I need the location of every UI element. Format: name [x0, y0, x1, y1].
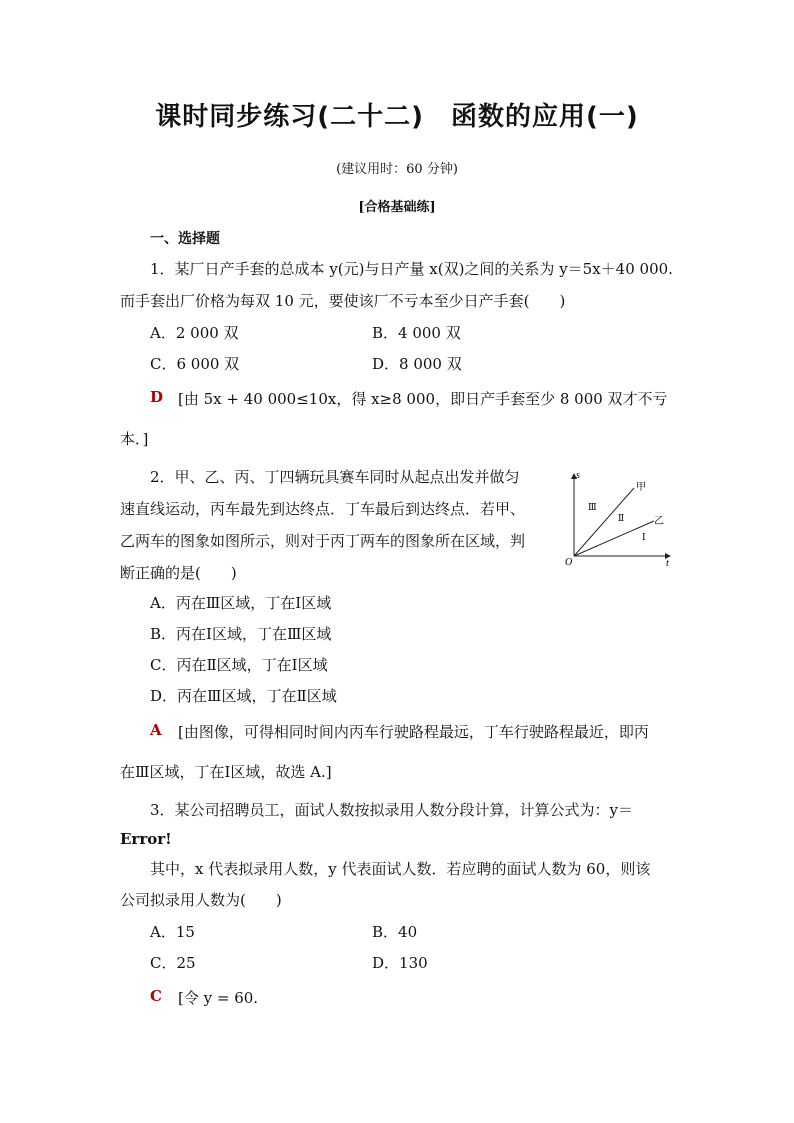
q3-option-a: A．15 — [150, 923, 195, 941]
q2-option-d: D．丙在Ⅲ区域，丁在Ⅱ区域 — [150, 687, 337, 705]
q3-answer-text: [令 y = 60. — [178, 989, 259, 1007]
q1-option-a: A．2 000 双 — [150, 324, 239, 342]
yi-label: 乙 — [654, 516, 664, 527]
page-title: 课时同步练习(二十二) 函数的应用(一) — [155, 102, 639, 132]
t-axis-label: t — [666, 558, 669, 569]
q3-stem-line1: 3．某公司招聘员工，面试人数按拟录用人数分段计算，计算公式为：y＝ — [150, 801, 634, 819]
region-1-label: Ⅰ — [642, 533, 646, 543]
line-jia — [574, 488, 634, 556]
q2-answer-letter: A — [150, 721, 162, 739]
q2-answer-continued: 在Ⅲ区域，丁在Ⅰ区域，故选 A.] — [120, 763, 332, 781]
q2-stem-line3: 乙两车的图象如图所示，则对于丙丁两车的图象所在区域，判 — [120, 532, 526, 550]
q2-motion-graph — [562, 466, 680, 570]
origin-label: O — [565, 557, 573, 568]
q3-option-b: B．40 — [372, 923, 418, 941]
q1-option-d: D．8 000 双 — [372, 355, 462, 373]
q3-answer-letter: C — [150, 987, 162, 1005]
q3-stem-line2: 其中，x 代表拟录用人数，y 代表面试人数．若应聘的面试人数为 60，则该 — [150, 860, 651, 878]
region-2-label: Ⅱ — [618, 514, 625, 524]
q1-answer-letter: D — [150, 388, 164, 406]
region-3-label: Ⅲ — [588, 503, 597, 513]
q1-option-b: B．4 000 双 — [372, 324, 461, 342]
q3-option-d: D．130 — [372, 954, 428, 972]
q1-option-c: C．6 000 双 — [150, 355, 240, 373]
q2-option-c: C．丙在Ⅱ区域，丁在Ⅰ区域 — [150, 656, 328, 674]
q1-answer-text: [由 5x + 40 000≤10x，得 x≥8 000，即日产手套至少 8 000 双才不亏 — [178, 390, 668, 408]
q3-option-c: C．25 — [150, 954, 196, 972]
q3-formula-error: Error! — [120, 830, 172, 848]
q2-answer-text: [由图像，可得相同时间内丙车行驶路程最远，丁车行驶路程最近，即丙 — [178, 723, 649, 741]
q2-stem-line4: 断正确的是( ) — [120, 564, 237, 582]
suggested-time: (建议用时：60 分钟) — [336, 162, 458, 177]
q2-option-b: B．丙在Ⅰ区域，丁在Ⅲ区域 — [150, 625, 332, 643]
q2-stem-line1: 2．甲、乙、丙、丁四辆玩具赛车同时从起点出发并做匀 — [150, 468, 520, 486]
section-label: [合格基础练] — [358, 200, 436, 215]
q1-stem-line1: 1．某厂日产手套的总成本 y(元)与日产量 x(双)之间的关系为 y＝5x＋40 000. — [150, 260, 673, 278]
q2-option-a: A．丙在Ⅲ区域，丁在Ⅰ区域 — [150, 594, 332, 612]
question-type-heading: 一、选择题 — [150, 231, 220, 247]
q3-stem-line3: 公司拟录用人数为( ) — [120, 891, 282, 909]
q1-answer-continued: 本．] — [120, 430, 149, 448]
jia-label: 甲 — [636, 482, 646, 493]
q1-stem-line2: 而手套出厂价格为每双 10 元，要使该厂不亏本至少日产手套( ) — [120, 292, 566, 310]
s-axis-label: s — [576, 470, 580, 481]
q2-stem-line2: 速直线运动，丙车最先到达终点．丁车最后到达终点．若甲、 — [120, 500, 526, 518]
